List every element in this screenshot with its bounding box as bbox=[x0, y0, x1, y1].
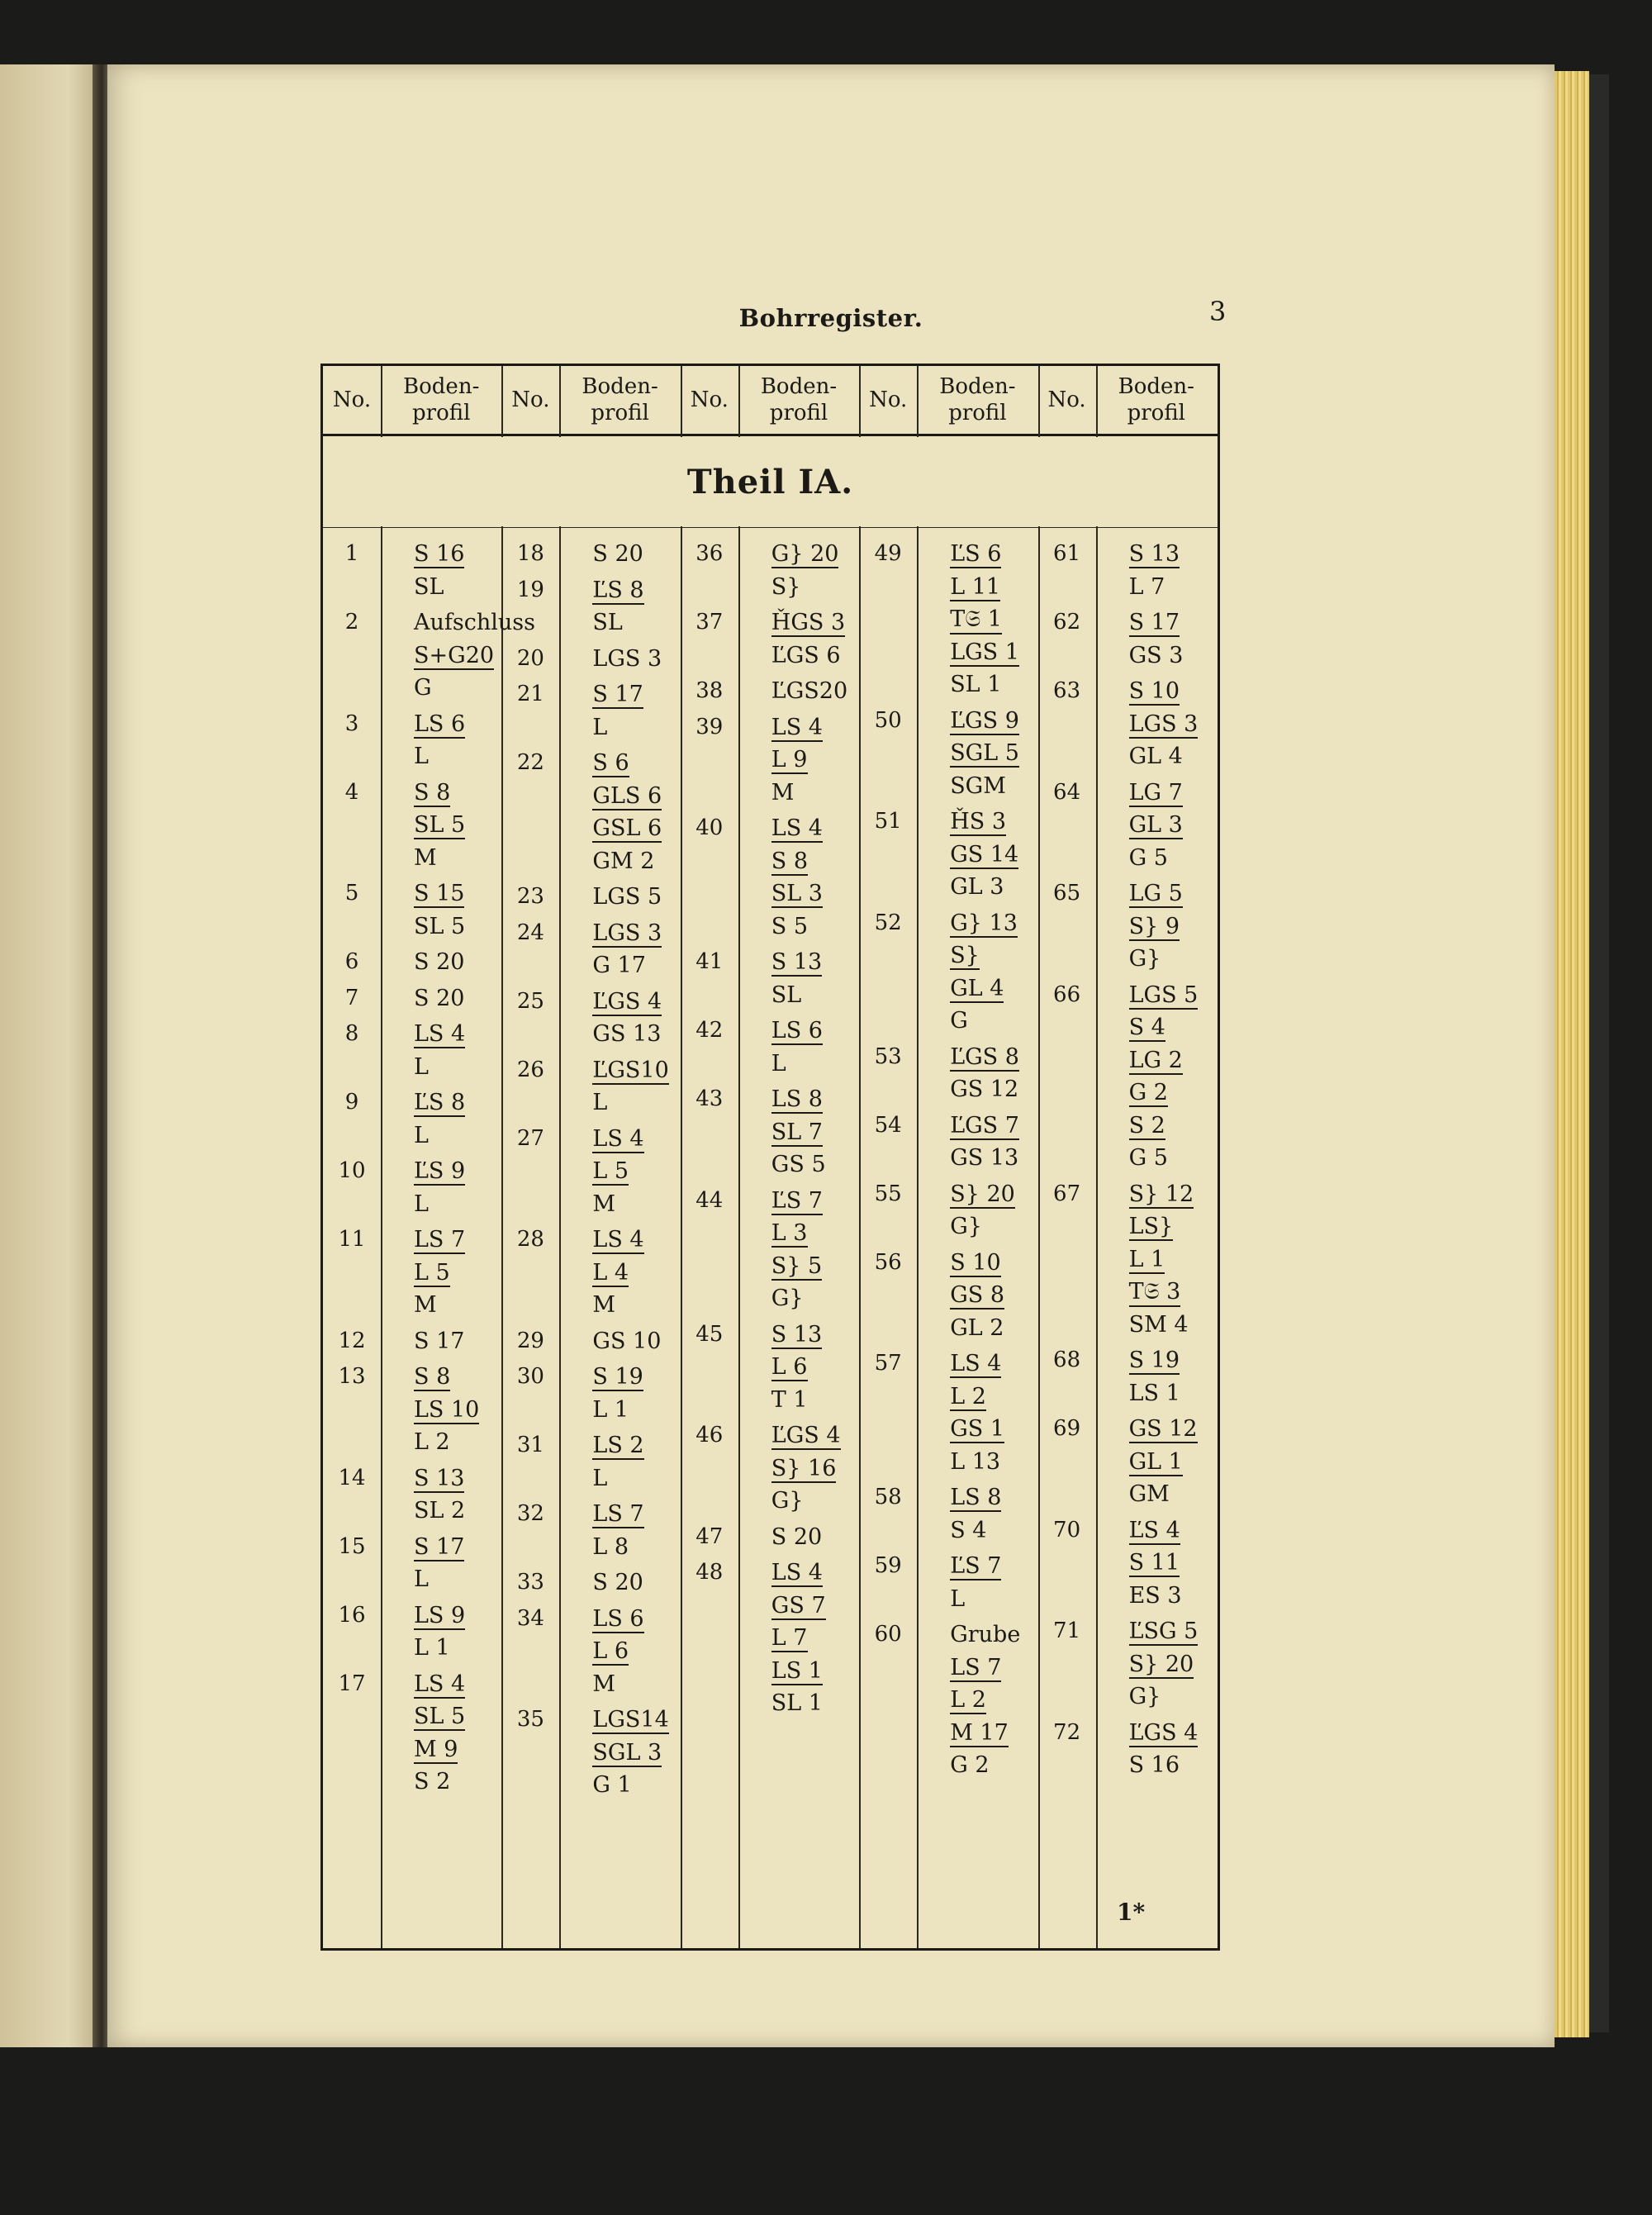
soil-profile-layer: S} 16 bbox=[771, 1455, 837, 1481]
borehole-number: 22 bbox=[516, 750, 544, 775]
header-bodenprofil: Boden- profil bbox=[582, 373, 658, 425]
soil-profile-layer: ĽGS 4 bbox=[1128, 1719, 1199, 1746]
borehole-number: 38 bbox=[695, 678, 724, 703]
soil-profile-layer: SM 4 bbox=[1128, 1311, 1189, 1338]
soil-profile-layer: SGL 3 bbox=[592, 1739, 662, 1766]
soil-profile-layer: SL 1 bbox=[950, 672, 1002, 697]
borehole-number: 56 bbox=[874, 1249, 902, 1275]
soil-profile-layer: S 20 bbox=[414, 985, 465, 1011]
soil-profile-layer: ĽGS10 bbox=[592, 1057, 669, 1083]
soil-profile-layer: GL 3 bbox=[1128, 812, 1183, 838]
soil-profile-layer: M 17 bbox=[950, 1719, 1009, 1746]
section-rule bbox=[323, 527, 1218, 528]
borehole-number: 36 bbox=[695, 541, 724, 566]
borehole-number: 48 bbox=[695, 1560, 724, 1585]
borehole-number: 41 bbox=[695, 949, 724, 974]
soil-profile-layer: ĽS 7 bbox=[950, 1553, 1002, 1579]
soil-profile-layer: L 7 bbox=[1128, 573, 1165, 600]
header-no: No. bbox=[869, 387, 908, 412]
soil-profile-layer: LGS 3 bbox=[592, 645, 662, 672]
soil-profile-layer: S 4 bbox=[950, 1517, 987, 1543]
soil-profile-layer: LGS 5 bbox=[592, 884, 662, 910]
soil-profile-layer: L 13 bbox=[950, 1448, 1001, 1475]
soil-profile-layer: LS 4 bbox=[414, 1021, 466, 1047]
soil-profile-layer: M bbox=[414, 844, 437, 871]
soil-profile-layer: GS 10 bbox=[592, 1328, 662, 1354]
soil-profile-layer: SL 1 bbox=[771, 1690, 823, 1716]
borehole-number: 10 bbox=[338, 1158, 366, 1183]
soil-profile-layer: S 15 bbox=[414, 881, 465, 906]
soil-profile-layer: LS 10 bbox=[414, 1396, 480, 1423]
borehole-register-table bbox=[320, 364, 1220, 1951]
running-head: Bohrregister. bbox=[738, 304, 923, 332]
borehole-number: 69 bbox=[1053, 1416, 1081, 1441]
soil-profile-layer: LS 4 bbox=[771, 1560, 823, 1585]
soil-profile-layer: LG 5 bbox=[1128, 881, 1183, 906]
soil-profile-layer: SGL 5 bbox=[950, 740, 1019, 766]
borehole-number: 14 bbox=[338, 1465, 366, 1490]
soil-profile-layer: SL 7 bbox=[771, 1119, 823, 1145]
soil-profile-layer: L 9 bbox=[771, 747, 808, 772]
soil-profile-layer: ĽS 8 bbox=[592, 577, 644, 603]
soil-profile-layer: SL bbox=[414, 573, 444, 600]
soil-profile-layer: ĽGS 4 bbox=[771, 1423, 841, 1448]
soil-profile-layer: S 20 bbox=[771, 1523, 823, 1550]
soil-profile-layer: LS 6 bbox=[771, 1018, 823, 1043]
soil-profile-layer: GL 4 bbox=[1128, 744, 1183, 769]
soil-profile-layer: ĽGS 9 bbox=[950, 707, 1019, 734]
soil-profile-layer: L 1 bbox=[1128, 1246, 1165, 1272]
soil-profile-layer: S 13 bbox=[414, 1465, 465, 1491]
soil-profile-layer: L 6 bbox=[771, 1354, 808, 1380]
soil-profile-layer: GS 12 bbox=[1128, 1416, 1198, 1442]
soil-profile-layer: LS 8 bbox=[950, 1485, 1002, 1510]
borehole-number: 54 bbox=[874, 1112, 902, 1138]
soil-profile-layer: M bbox=[592, 1671, 616, 1697]
soil-profile-layer: L 2 bbox=[950, 1687, 986, 1713]
soil-profile-layer: G 2 bbox=[950, 1752, 990, 1778]
soil-profile-layer: S} 9 bbox=[1128, 913, 1180, 939]
soil-profile-layer: S 20 bbox=[414, 949, 465, 975]
borehole-number: 55 bbox=[874, 1181, 902, 1206]
borehole-number: 18 bbox=[516, 541, 544, 566]
borehole-number: 3 bbox=[344, 711, 359, 736]
header-no: No. bbox=[332, 387, 372, 412]
borehole-number: 51 bbox=[874, 809, 902, 834]
soil-profile-layer: LS 1 bbox=[771, 1657, 823, 1684]
borehole-number: 57 bbox=[874, 1351, 902, 1376]
soil-profile-layer: L 2 bbox=[950, 1383, 986, 1409]
soil-profile-layer: L bbox=[771, 1050, 786, 1077]
soil-profile-layer: ĽS 8 bbox=[414, 1090, 466, 1115]
soil-profile-layer: S 10 bbox=[1128, 678, 1180, 704]
soil-profile-layer: L 5 bbox=[592, 1158, 629, 1184]
soil-profile-layer: L 8 bbox=[592, 1533, 629, 1560]
borehole-number: 37 bbox=[695, 610, 724, 635]
soil-profile-layer: S} bbox=[771, 573, 801, 600]
column-rule bbox=[559, 366, 561, 1948]
header-no: No. bbox=[690, 387, 729, 412]
soil-profile-layer: LS 1 bbox=[1128, 1380, 1180, 1406]
soil-profile-layer: L bbox=[592, 1465, 608, 1491]
borehole-number: 7 bbox=[344, 985, 359, 1010]
soil-profile-layer: G 1 bbox=[592, 1772, 632, 1798]
borehole-number: 62 bbox=[1053, 610, 1081, 635]
borehole-number: 21 bbox=[516, 682, 544, 706]
borehole-number: 65 bbox=[1053, 881, 1081, 905]
soil-profile-layer: LGS 3 bbox=[1128, 711, 1199, 737]
soil-profile-layer: ĽGS 8 bbox=[950, 1043, 1019, 1070]
soil-profile-layer: S 17 bbox=[592, 682, 643, 707]
soil-profile-layer: LS 9 bbox=[414, 1602, 466, 1628]
soil-profile-layer: G} bbox=[950, 1214, 982, 1239]
cover-edge bbox=[1589, 74, 1609, 2032]
borehole-number: 71 bbox=[1053, 1618, 1081, 1643]
borehole-number: 59 bbox=[874, 1553, 902, 1578]
borehole-number: 20 bbox=[516, 645, 544, 671]
soil-profile-layer: ĽS 7 bbox=[771, 1187, 823, 1214]
soil-profile-layer: G} bbox=[1128, 1684, 1161, 1709]
borehole-number: 61 bbox=[1053, 541, 1081, 566]
soil-profile-layer: LG 7 bbox=[1128, 779, 1183, 806]
borehole-number: 23 bbox=[516, 884, 544, 909]
borehole-number: 12 bbox=[338, 1328, 366, 1353]
soil-profile-layer: L 5 bbox=[414, 1259, 450, 1286]
soil-profile-layer: S 19 bbox=[1128, 1348, 1180, 1373]
soil-profile-layer: S+G20 bbox=[414, 642, 495, 668]
soil-profile-layer: GS 12 bbox=[950, 1077, 1019, 1102]
soil-profile-layer: SL bbox=[771, 982, 802, 1008]
soil-profile-layer: SL 2 bbox=[414, 1498, 466, 1523]
borehole-number: 13 bbox=[338, 1364, 366, 1389]
soil-profile-layer: ĽS 9 bbox=[414, 1158, 466, 1184]
soil-profile-layer: LS 6 bbox=[414, 711, 466, 737]
soil-profile-layer: S} 20 bbox=[1128, 1651, 1194, 1677]
borehole-number: 4 bbox=[344, 779, 359, 805]
soil-profile-layer: S 2 bbox=[414, 1769, 451, 1794]
column-rule bbox=[381, 366, 382, 1948]
soil-profile-layer: S 8 bbox=[771, 848, 809, 874]
soil-profile-layer: L bbox=[414, 1191, 429, 1217]
soil-profile-layer: G} bbox=[1128, 946, 1161, 972]
soil-profile-layer: SL 5 bbox=[414, 1704, 466, 1729]
soil-profile-layer: L bbox=[592, 714, 608, 740]
soil-profile-layer: S 10 bbox=[950, 1249, 1001, 1276]
column-rule bbox=[1038, 366, 1040, 1948]
header-rule bbox=[323, 434, 1218, 436]
soil-profile-layer: L 1 bbox=[414, 1635, 450, 1661]
borehole-number: 5 bbox=[344, 881, 359, 905]
soil-profile-layer: S 2 bbox=[1128, 1112, 1165, 1138]
borehole-number: 49 bbox=[874, 541, 902, 566]
book-page bbox=[107, 64, 1555, 2047]
header-no: No. bbox=[1047, 387, 1086, 412]
header-bodenprofil: Boden- profil bbox=[760, 373, 838, 425]
soil-profile-layer: T𝔖 1 bbox=[950, 606, 1002, 635]
column-rule bbox=[738, 366, 740, 1948]
soil-profile-layer: SL 3 bbox=[771, 881, 823, 906]
page-block-edge bbox=[1555, 71, 1589, 2037]
borehole-number: 63 bbox=[1053, 678, 1081, 703]
soil-profile-layer: LGS 5 bbox=[1128, 982, 1199, 1008]
soil-profile-layer: ȞS 3 bbox=[950, 809, 1006, 834]
soil-profile-layer: L bbox=[592, 1090, 608, 1115]
soil-profile-layer: ĽGS20 bbox=[771, 678, 848, 704]
soil-profile-layer: LS 6 bbox=[592, 1605, 644, 1632]
borehole-number: 9 bbox=[344, 1090, 359, 1115]
borehole-number: 64 bbox=[1053, 779, 1081, 805]
soil-profile-layer: LS 7 bbox=[592, 1501, 644, 1527]
soil-profile-layer: S 8 bbox=[414, 1364, 451, 1390]
borehole-number: 58 bbox=[874, 1485, 902, 1509]
borehole-number: 16 bbox=[338, 1602, 366, 1628]
column-rule bbox=[681, 366, 682, 1948]
soil-profile-layer: G 5 bbox=[1128, 1145, 1168, 1171]
soil-profile-layer: L bbox=[950, 1585, 966, 1612]
soil-profile-layer: GL 1 bbox=[1128, 1448, 1183, 1475]
borehole-number: 53 bbox=[874, 1043, 902, 1069]
borehole-number: 11 bbox=[338, 1227, 366, 1252]
soil-profile-layer: SL 5 bbox=[414, 812, 466, 838]
soil-profile-layer: GS 14 bbox=[950, 841, 1019, 867]
soil-profile-layer: L bbox=[414, 744, 429, 769]
column-rule bbox=[501, 366, 503, 1948]
borehole-number: 52 bbox=[874, 910, 902, 935]
borehole-number: 68 bbox=[1053, 1348, 1081, 1372]
borehole-number: 17 bbox=[338, 1671, 366, 1696]
soil-profile-layer: ĽGS 4 bbox=[592, 988, 662, 1015]
soil-profile-layer: S 17 bbox=[414, 1533, 465, 1560]
borehole-number: 26 bbox=[516, 1057, 544, 1082]
borehole-number: 31 bbox=[516, 1433, 544, 1457]
borehole-number: 47 bbox=[695, 1523, 724, 1549]
soil-profile-layer: LGS 1 bbox=[950, 639, 1019, 665]
soil-profile-layer: L bbox=[414, 1053, 429, 1080]
signature-mark: 1* bbox=[1117, 1899, 1146, 1926]
soil-profile-layer: LS 4 bbox=[592, 1125, 644, 1152]
borehole-number: 39 bbox=[695, 714, 724, 739]
header-bodenprofil: Boden- profil bbox=[939, 373, 1016, 425]
soil-profile-layer: L 6 bbox=[592, 1638, 629, 1664]
column-rule bbox=[917, 366, 919, 1948]
header-no: No. bbox=[511, 387, 550, 412]
borehole-number: 19 bbox=[516, 577, 544, 602]
borehole-number: 28 bbox=[516, 1227, 544, 1252]
soil-profile-layer: SL 5 bbox=[414, 913, 466, 939]
soil-profile-layer: T 1 bbox=[771, 1386, 808, 1413]
soil-profile-layer: GL 4 bbox=[950, 975, 1004, 1001]
soil-profile-layer: G} 20 bbox=[771, 541, 839, 567]
borehole-number: 6 bbox=[344, 949, 359, 974]
soil-profile-layer: L 3 bbox=[771, 1220, 808, 1246]
borehole-number: 33 bbox=[516, 1570, 544, 1595]
soil-profile-layer: S 16 bbox=[414, 541, 465, 567]
soil-profile-layer: LS 2 bbox=[592, 1433, 644, 1458]
soil-profile-layer: M bbox=[592, 1191, 616, 1217]
borehole-number: 50 bbox=[874, 707, 902, 733]
soil-profile-layer: G} 13 bbox=[950, 910, 1018, 936]
section-title: Theil IA. bbox=[323, 437, 1218, 526]
soil-profile-layer: S 17 bbox=[414, 1328, 465, 1354]
borehole-number: 24 bbox=[516, 920, 544, 945]
soil-profile-layer: S 13 bbox=[1128, 541, 1180, 567]
soil-profile-layer: M bbox=[771, 779, 795, 806]
borehole-number: 42 bbox=[695, 1018, 724, 1043]
page-number: 3 bbox=[1209, 296, 1227, 327]
soil-profile-layer: S 6 bbox=[592, 750, 629, 776]
soil-profile-layer: LS 7 bbox=[950, 1654, 1002, 1680]
soil-profile-layer: L 1 bbox=[592, 1396, 629, 1423]
soil-profile-layer: GL 3 bbox=[950, 874, 1004, 900]
soil-profile-layer: G 17 bbox=[592, 953, 646, 978]
soil-profile-layer: SL bbox=[592, 610, 623, 635]
soil-profile-layer: L 7 bbox=[771, 1625, 808, 1651]
borehole-number: 34 bbox=[516, 1605, 544, 1631]
soil-profile-layer: G bbox=[950, 1008, 968, 1034]
borehole-number: 8 bbox=[344, 1021, 359, 1046]
soil-profile-layer: S 8 bbox=[414, 779, 451, 806]
borehole-number: 27 bbox=[516, 1125, 544, 1151]
column-rule bbox=[1096, 366, 1098, 1948]
soil-profile-layer: Grube bbox=[950, 1622, 1021, 1647]
soil-profile-layer: S 13 bbox=[771, 949, 823, 975]
soil-profile-layer: G bbox=[414, 675, 432, 701]
soil-profile-layer: LGS 3 bbox=[592, 920, 662, 946]
soil-profile-layer: GS 7 bbox=[771, 1592, 826, 1618]
soil-profile-layer: S 11 bbox=[1128, 1550, 1180, 1576]
borehole-number: 72 bbox=[1053, 1719, 1081, 1745]
soil-profile-layer: LS 7 bbox=[414, 1227, 466, 1252]
soil-profile-layer: LS} bbox=[1128, 1214, 1174, 1239]
soil-profile-layer: T𝔖 3 bbox=[1129, 1279, 1181, 1307]
soil-profile-layer: M 9 bbox=[414, 1736, 458, 1762]
soil-profile-layer: S} bbox=[950, 943, 980, 968]
soil-profile-layer: LS 4 bbox=[771, 714, 823, 740]
borehole-number: 30 bbox=[516, 1364, 544, 1389]
soil-profile-layer: LS 4 bbox=[771, 815, 823, 841]
soil-profile-layer: GSL 6 bbox=[592, 815, 662, 841]
soil-profile-layer: Aufschluss bbox=[414, 610, 535, 635]
header-bodenprofil: Boden- profil bbox=[1118, 373, 1194, 425]
soil-profile-layer: GM 2 bbox=[592, 848, 655, 874]
soil-profile-layer: S 4 bbox=[1128, 1015, 1165, 1040]
soil-profile-layer: G} bbox=[771, 1286, 804, 1311]
soil-profile-layer: ĽSG 5 bbox=[1128, 1618, 1199, 1644]
borehole-number: 35 bbox=[516, 1707, 544, 1732]
column-rule bbox=[859, 366, 861, 1948]
soil-profile-layer: S 19 bbox=[592, 1364, 643, 1390]
borehole-number: 15 bbox=[338, 1533, 366, 1559]
soil-profile-layer: L 4 bbox=[592, 1259, 629, 1286]
soil-profile-layer: GS 13 bbox=[592, 1021, 662, 1047]
soil-profile-layer: GLS 6 bbox=[592, 782, 662, 809]
borehole-number: 67 bbox=[1053, 1181, 1081, 1206]
soil-profile-layer: LGS14 bbox=[592, 1707, 669, 1733]
soil-profile-layer: L bbox=[414, 1566, 429, 1592]
soil-profile-layer: LS 4 bbox=[414, 1671, 466, 1697]
soil-profile-layer: ĽGS 7 bbox=[950, 1112, 1019, 1138]
borehole-number: 29 bbox=[516, 1328, 544, 1353]
soil-profile-layer: GS 13 bbox=[950, 1145, 1019, 1171]
borehole-number: 1 bbox=[344, 541, 359, 566]
borehole-number: 25 bbox=[516, 988, 544, 1014]
soil-profile-layer: GM bbox=[1128, 1481, 1170, 1507]
soil-profile-layer: L 2 bbox=[414, 1429, 450, 1455]
soil-profile-layer: SGM bbox=[950, 772, 1006, 799]
soil-profile-layer: S 20 bbox=[592, 1570, 643, 1595]
facing-page-edge bbox=[0, 64, 97, 2047]
soil-profile-layer: G 2 bbox=[1128, 1080, 1168, 1105]
soil-profile-layer: S} 20 bbox=[950, 1181, 1015, 1207]
soil-profile-layer: S 20 bbox=[592, 541, 643, 567]
header-bodenprofil: Boden- profil bbox=[403, 373, 480, 425]
soil-profile-layer: M bbox=[414, 1292, 437, 1318]
soil-profile-layer: ES 3 bbox=[1128, 1582, 1182, 1609]
borehole-number: 46 bbox=[695, 1423, 724, 1447]
soil-profile-layer: S} 5 bbox=[771, 1252, 823, 1279]
soil-profile-layer: LG 2 bbox=[1128, 1047, 1183, 1073]
soil-profile-layer: ĽGS 6 bbox=[771, 642, 841, 668]
soil-profile-layer: GL 2 bbox=[950, 1314, 1004, 1341]
soil-profile-layer: S 13 bbox=[771, 1321, 823, 1348]
soil-profile-layer: L 11 bbox=[950, 573, 1001, 600]
soil-profile-layer: GS 8 bbox=[950, 1282, 1005, 1308]
soil-profile-layer: LS 8 bbox=[771, 1086, 823, 1112]
soil-profile-layer: G} bbox=[771, 1488, 804, 1514]
soil-profile-layer: S 17 bbox=[1128, 610, 1180, 635]
soil-profile-layer: ĽS 6 bbox=[950, 541, 1002, 567]
borehole-number: 66 bbox=[1053, 982, 1081, 1007]
borehole-number: 44 bbox=[695, 1187, 724, 1213]
borehole-number: 45 bbox=[695, 1321, 724, 1347]
borehole-number: 70 bbox=[1053, 1517, 1081, 1542]
borehole-number: 43 bbox=[695, 1086, 724, 1111]
soil-profile-layer: S 5 bbox=[771, 913, 809, 939]
soil-profile-layer: G 5 bbox=[1128, 844, 1168, 871]
soil-profile-layer: ȞGS 3 bbox=[771, 610, 846, 635]
soil-profile-layer: LS 4 bbox=[950, 1351, 1002, 1376]
soil-profile-layer: LS 4 bbox=[592, 1227, 644, 1252]
soil-profile-layer: ĽS 4 bbox=[1128, 1517, 1180, 1543]
soil-profile-layer: GS 3 bbox=[1128, 642, 1184, 668]
soil-profile-layer: GS 1 bbox=[950, 1416, 1005, 1442]
borehole-number: 2 bbox=[344, 610, 359, 635]
soil-profile-layer: L bbox=[414, 1122, 429, 1148]
soil-profile-layer: S 16 bbox=[1128, 1752, 1180, 1778]
borehole-number: 60 bbox=[874, 1622, 902, 1647]
soil-profile-layer: M bbox=[592, 1292, 616, 1318]
soil-profile-layer: GS 5 bbox=[771, 1152, 826, 1177]
borehole-number: 32 bbox=[516, 1501, 544, 1526]
borehole-number: 40 bbox=[695, 815, 724, 840]
soil-profile-layer: S} 12 bbox=[1128, 1181, 1194, 1207]
